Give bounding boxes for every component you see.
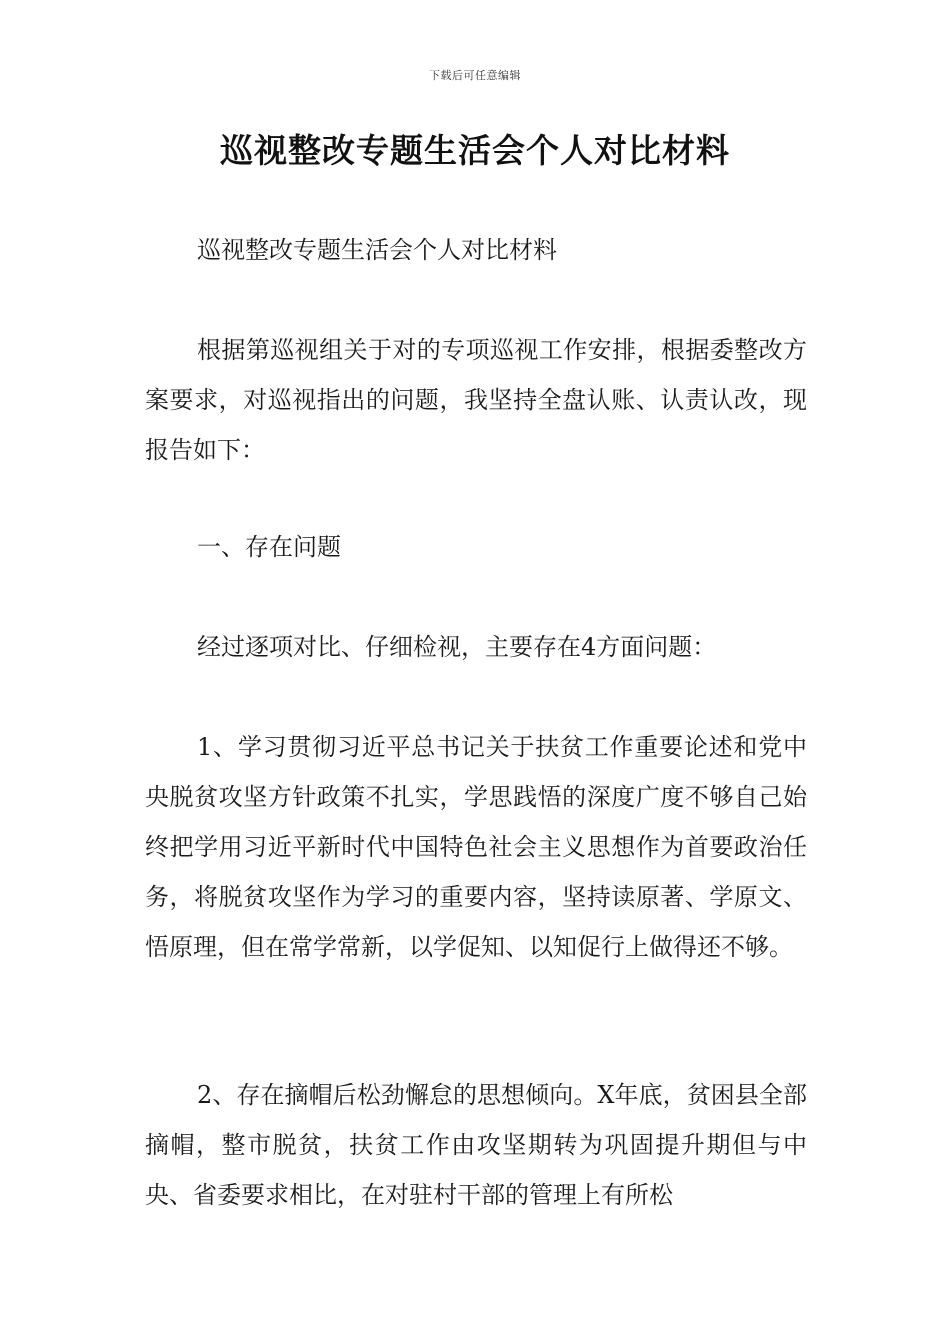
paragraph-subtitle: 巡视整改专题生活会个人对比材料 [197, 236, 557, 264]
paragraph-intro: 根据第巡视组关于对的专项巡视工作安排，根据委整改方案要求，对巡视指出的问题，我坚持全盘认账、认责认改，现报告如下： [145, 336, 807, 464]
paragraph-item-1: 1、学习贯彻习近平总书记关于扶贫工作重要论述和党中央脱贫攻坚方针政策不扎实，学思践悟的深度广度不够自己始终把学用习近平新时代中国特色社会主义思想作为首要政治任务，将脱贫攻坚作为学习的重要内容，坚持读原著、学原文、悟原理，但在常学常新，以学促知、以知促行上做得还不够。 [145, 733, 807, 961]
section-heading: 一、存在问题 [197, 533, 341, 561]
paragraph-summary: 经过逐项对比、仔细检视，主要存在4方面问题： [197, 633, 717, 661]
paragraph-item-2: 2、存在摘帽后松劲懈怠的思想倾向。X年底，贫困县全部摘帽，整市脱贫，扶贫工作由攻坚期转为巩固提升期但与中央、省委要求相比，在对驻村干部的管理上有所松 [145, 1081, 807, 1209]
document-title: 巡视整改专题生活会个人对比材料 [220, 131, 730, 170]
page-header-note: 下载后可任意编辑 [429, 69, 521, 82]
